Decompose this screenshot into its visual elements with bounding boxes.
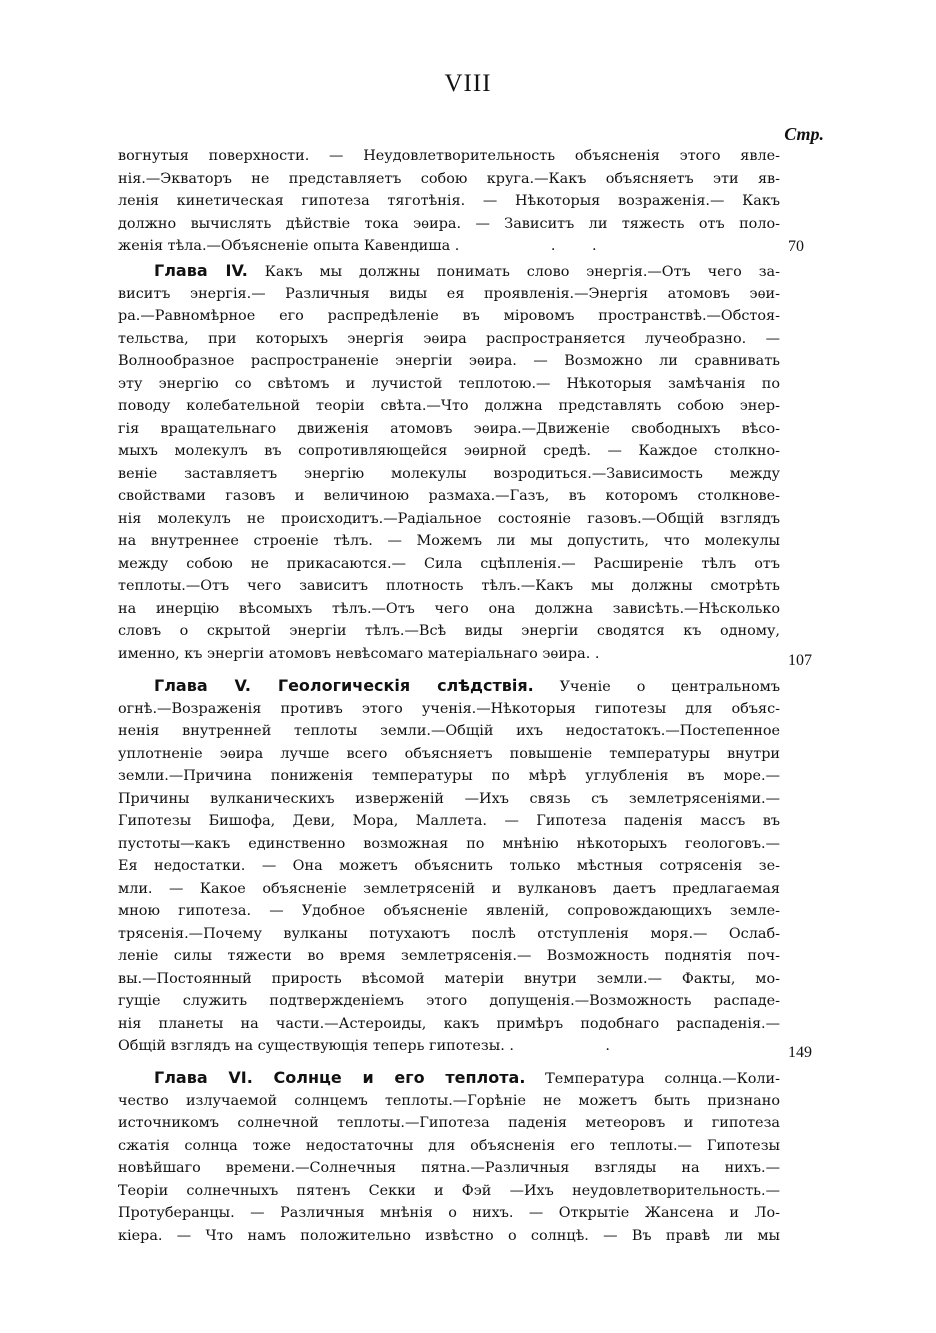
entry-line: Протуберанцы. — Различныя мнѣнія о нихъ. — Открытіе Жансена и Ло- (118, 1205, 780, 1221)
entry-line: гущіе служить подтвержденіемъ этого допущенія.—Возможность распаде- (118, 993, 780, 1009)
entry-line: поводу колебательной теоріи свѣта.—Что должна представлять собою энер- (118, 398, 780, 414)
entry-line: уплотненіе эѳира лучше всего объясняетъ повышеніе температуры внутри (118, 745, 780, 762)
entry-line: женія тѣла.—Объясненіе опыта Кавендиша . . . (118, 238, 597, 254)
page-ref-107: 107 (788, 652, 812, 669)
entry-line: Общій взглядъ на существующія теперь гипотезы. . . (118, 1038, 610, 1054)
entry-line: мыхъ молекулъ въ сопротивляющейся эѳирной средѣ. — Каждое столкно- (118, 443, 780, 459)
page-ref-149: 149 (788, 1044, 812, 1061)
page-column-label: Стр. (784, 124, 824, 144)
entry-line: кіера. — Что намъ положительно извѣстно о солнцѣ. — Въ правѣ ли мы (118, 1227, 780, 1244)
entry-line: новѣйшаго времени.—Солнечныя пятна.—Различныя взгляды на нихъ.— (118, 1160, 780, 1176)
entry-line: эту энергію со свѣтомъ и лучистой теплотою.— Нѣкоторыя замѣчанія по (118, 375, 780, 392)
chapter-heading: Глава VI. Солнце и его теплота. (154, 1068, 526, 1087)
entry-line: на инерцію вѣсомыхъ тѣлъ.—Отъ чего она должна зависѣть.—Нѣсколько (118, 600, 780, 617)
entry-line: между собою не прикасаются.— Сила сцѣпленія.— Расширеніе тѣлъ отъ (118, 555, 780, 572)
entry-line: теплоты.—Отъ чего зависитъ плотность тѣлъ.—Какъ мы должны смотрѣть (118, 578, 780, 594)
entry-line: Теоріи солнечныхъ пятенъ Секки и Фэй —Ихъ неудовлетворительность.— (118, 1182, 780, 1199)
entry-line: земли.—Причина пониженія температуры по мѣрѣ углубленія въ море.— (118, 768, 780, 784)
entry-first-line (118, 260, 780, 283)
toc-entry-chapter-4 (118, 260, 780, 665)
entry-line: Гипотезы Бишофа, Деви, Мора, Маллета. — Гипотеза паденія массъ въ (118, 813, 780, 829)
toc-entry-chapter-5 (118, 675, 780, 1058)
entry-line: мною гипотеза. — Удобное объясненіе явленій, сопровождающихъ земле- (118, 903, 780, 919)
entry-line: свойствами газовъ и величиною размаха.—Газъ, въ которомъ столкнове- (118, 488, 780, 504)
entry-line: сжатія солнца тоже недостаточны для объясненія его теплоты.— Гипотезы (118, 1137, 780, 1154)
entry-line: ра.—Равномѣрное его распредѣленіе въ міровомъ пространствѣ.—Обстоя- (118, 308, 780, 324)
entry-line: именно, къ энергіи атомовъ невѣсомаго матеріальнаго эѳира. . (118, 645, 600, 662)
entry-line: Волнообразное распространеніе энергіи эѳира. — Возможно ли сравнивать (118, 353, 780, 369)
entry-line: ненія внутренней теплоты земли.—Общій ихъ недостатокъ.—Постепенное (118, 723, 780, 739)
entry-line: Какъ мы должны понимать слово энергія.—Отъ чего за- (264, 264, 780, 280)
entry-line: чество излучаемой солнцемъ теплоты.—Горѣніе не можетъ быть признано (118, 1092, 780, 1109)
entry-line: огнѣ.—Возраженія противъ этого ученія.—Нѣкоторыя гипотезы для объяс- (118, 700, 780, 717)
entry-line: ленія кинетическая гипотеза тяготѣнія. — Нѣкоторыя возраженія.— Какъ (118, 193, 780, 209)
entry-line: Температура солнца.—Коли- (545, 1071, 780, 1087)
toc-entry-chapter-6 (118, 1067, 780, 1247)
entry-line: веніе заставляетъ энергію молекулы возродиться.—Зависимость между (118, 465, 780, 482)
entry-line: виситъ энергія.— Различныя виды ея проявленія.—Энергія атомовъ эѳи- (118, 285, 780, 302)
entry-line: пустоты—какъ единственно возможная по мнѣнію нѣкоторыхъ геологовъ.— (118, 835, 780, 852)
entry-line: вогнутыя поверхности. — Неудовлетворительность объясненія этого явле- (118, 148, 780, 164)
entry-line: Ученіе о центральномъ (559, 679, 780, 695)
entry-line: трясенія.—Почему вулканы потухаютъ послѣ отступленія моря.— Ослаб- (118, 925, 780, 942)
entry-line: на внутреннее строеніе тѣлъ. — Можемъ ли мы допустить, что молекулы (118, 533, 780, 549)
entry-line: нія молекулъ не происходитъ.—Радіальное состояніе газовъ.—Общій взглядъ (118, 510, 780, 527)
toc-entry-chapter-3-continuation (118, 145, 780, 258)
entry-line: словъ о скрытой энергіи тѣлъ.—Всѣ виды энергіи сводятся къ одному, (118, 623, 780, 639)
entry-line: нія планеты на части.—Астероиды, какъ примѣръ подобнаго распаденія.— (118, 1015, 780, 1032)
entry-line: нія.—Экваторъ не представляетъ собою круга.—Какъ объясняетъ эти яв- (118, 170, 780, 187)
chapter-heading: Глава IV. (154, 261, 248, 280)
chapter-heading: Глава V. Геологическія слѣдствія. (154, 676, 534, 695)
entry-line: Ея недостатки. — Она можетъ объяснить только мѣстныя сотрясенія зе- (118, 858, 780, 874)
page-ref-70: 70 (788, 238, 804, 255)
entry-line: тельства, при которыхъ энергія эѳира распространяется лучеобразно. — (118, 330, 780, 347)
entry-line: вы.—Постоянный прирость вѣсомой матеріи внутри земли.— Факты, мо- (118, 970, 780, 987)
entry-line: леніе силы тяжести во время землетрясенія.— Возможность поднятія поч- (118, 948, 780, 964)
entry-first-line (118, 675, 780, 698)
entry-line: мли. — Какое объясненіе землетрясеній и вулкановъ даетъ предлагаемая (118, 880, 780, 897)
entry-first-line (118, 1067, 780, 1090)
entry-line: должно вычислять дѣйствіе тока эѳира. — Зависитъ ли тяжесть отъ поло- (118, 215, 780, 232)
page-number: VIII (444, 70, 492, 97)
entry-line: Причины вулканическихъ изверженій —Ихъ связь съ землетрясеніями.— (118, 790, 780, 807)
entry-line: гія вращательнаго движенія атомовъ эѳира.—Движеніе свободныхъ вѣсо- (118, 420, 780, 437)
entry-line: источникомъ солнечной теплоты.—Гипотеза паденія метеоровъ и гипотеза (118, 1115, 780, 1131)
